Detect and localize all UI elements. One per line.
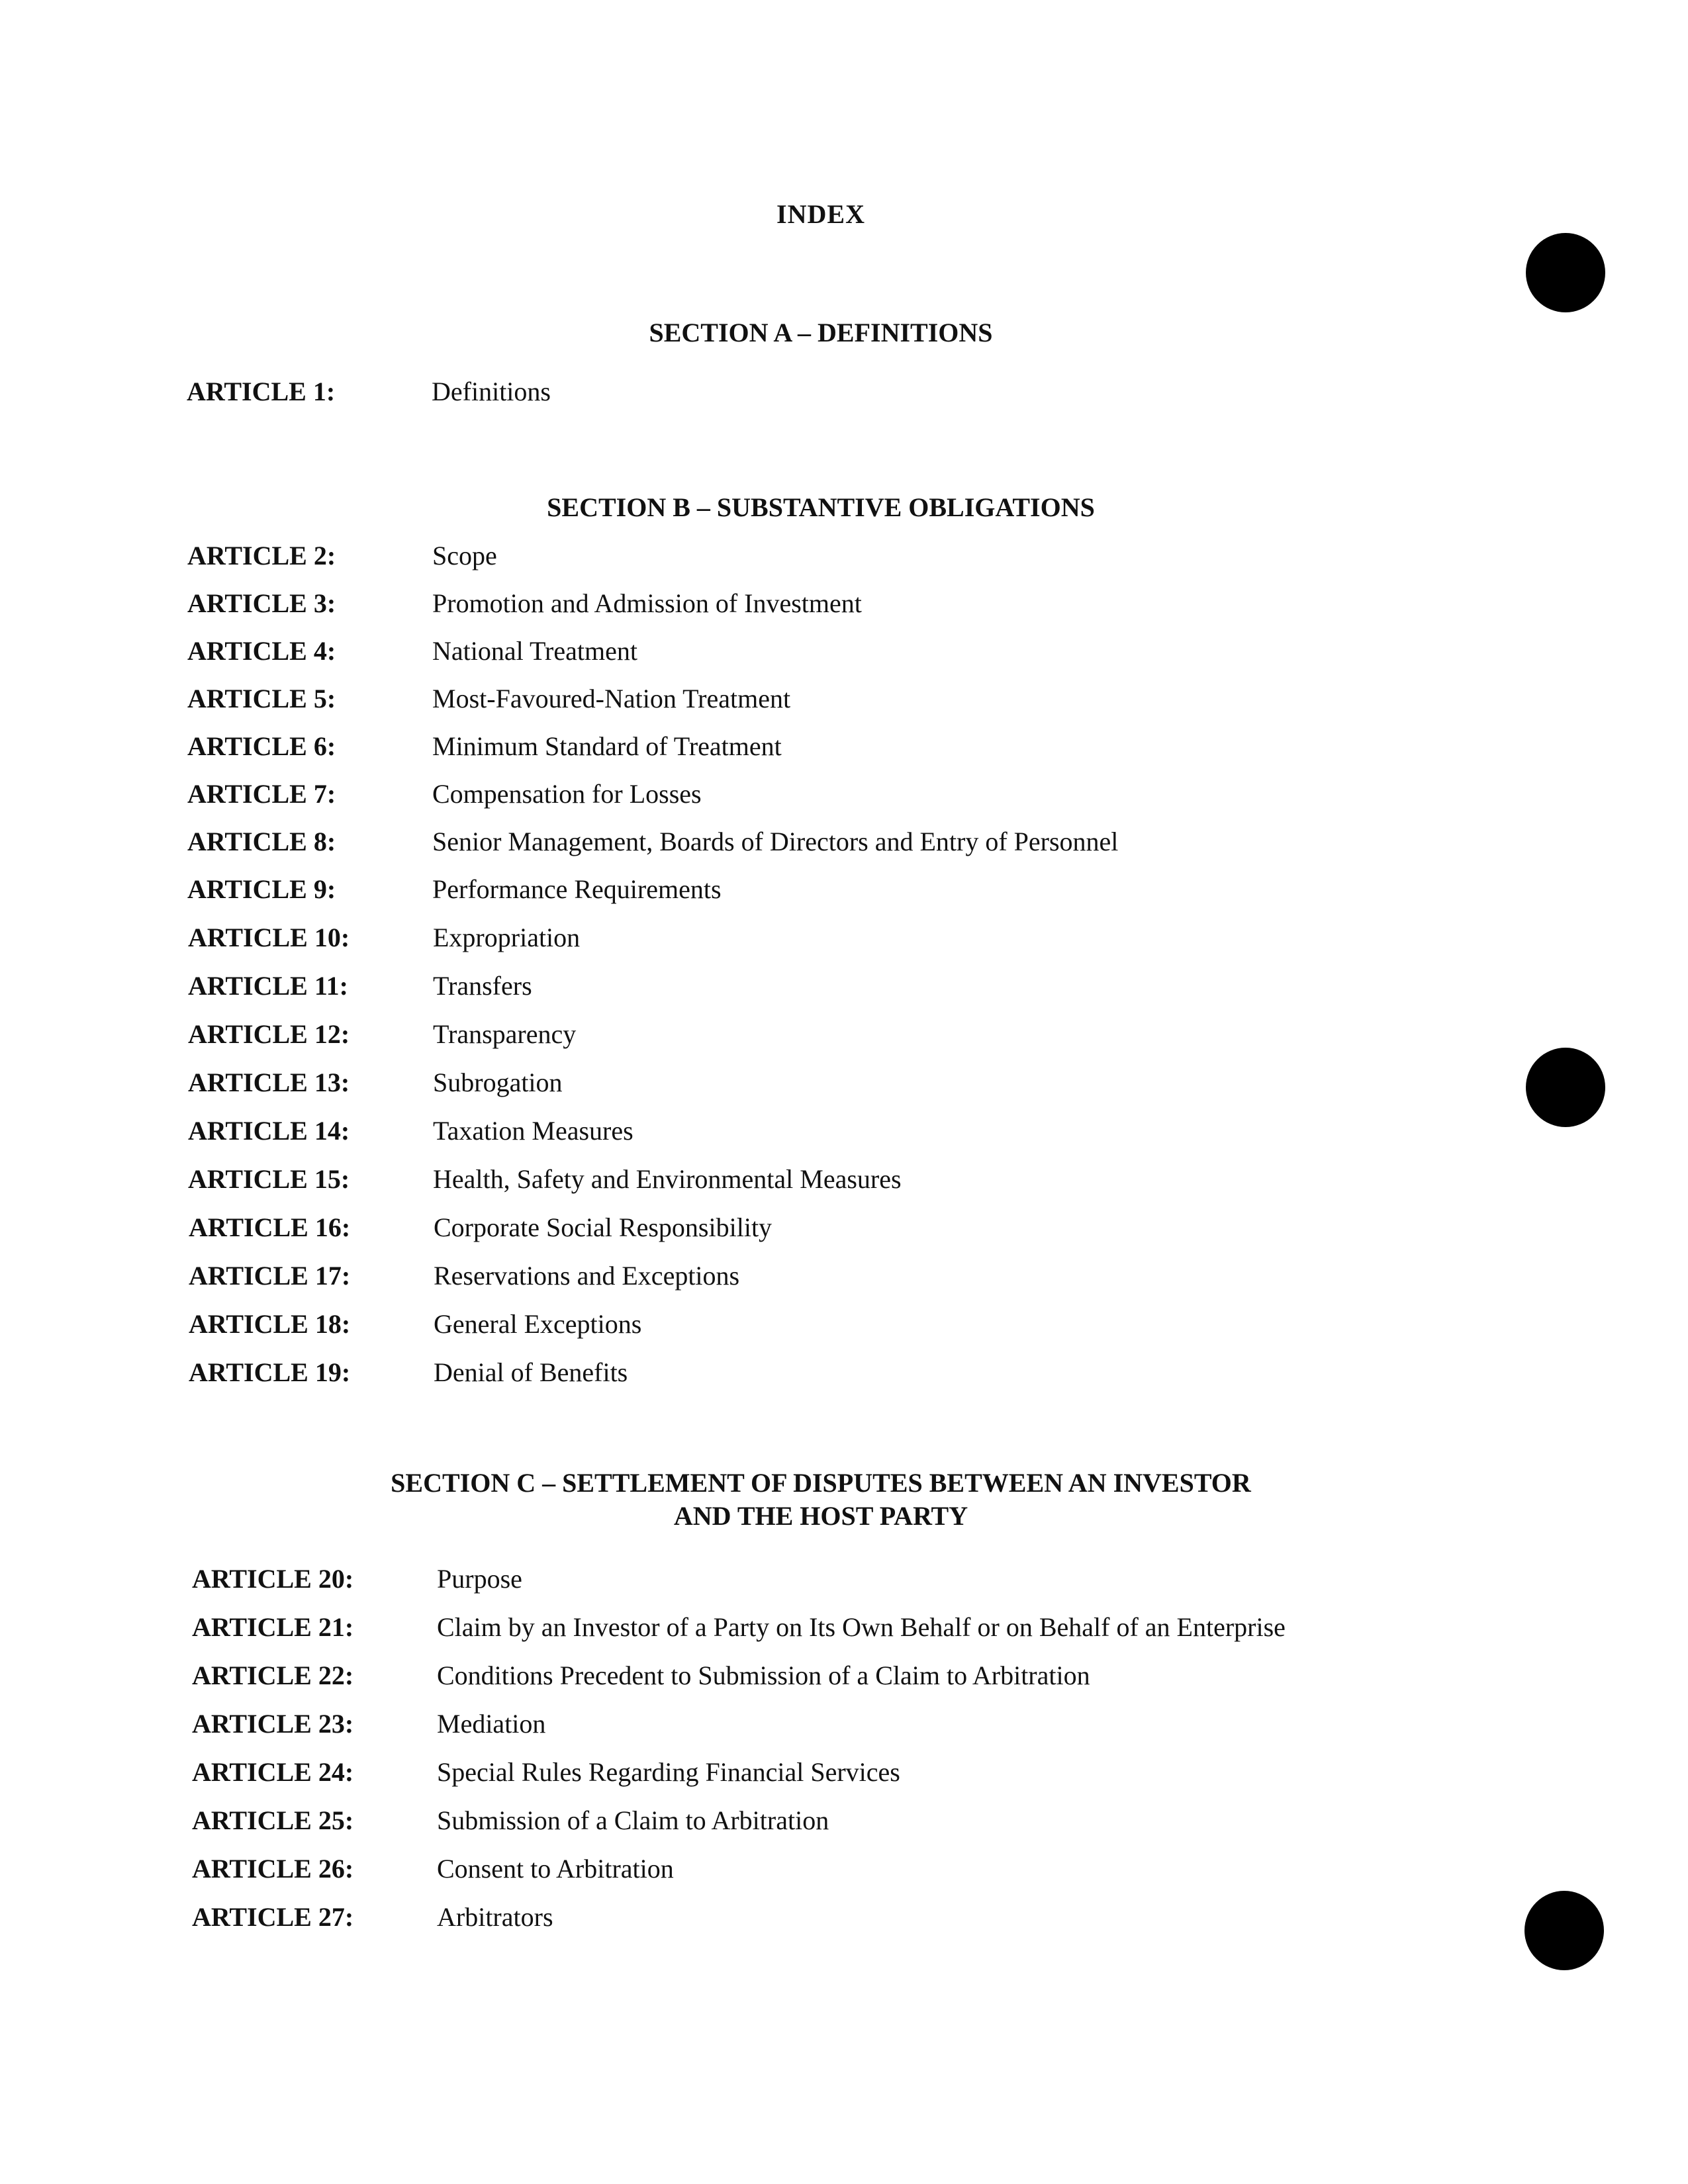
article-title: Arbitrators	[437, 1902, 553, 1932]
article-title: Mediation	[437, 1709, 546, 1739]
article-label: ARTICLE 19:	[189, 1357, 351, 1387]
article-title: Claim by an Investor of a Party on Its Own Behalf or on Behalf of an Enterprise	[437, 1612, 1286, 1642]
article-title: Most-Favoured-Nation Treatment	[432, 684, 791, 713]
article-label: ARTICLE 11:	[188, 971, 348, 1001]
section-a-heading	[0, 316, 1642, 349]
article-label: ARTICLE 22:	[192, 1661, 354, 1690]
section-c-heading	[0, 1467, 1642, 1533]
article-label: ARTICLE 5:	[187, 684, 336, 713]
article-label: ARTICLE 15:	[188, 1164, 350, 1194]
article-title: Special Rules Regarding Financial Services	[437, 1757, 900, 1787]
index-title: INDEX	[776, 199, 865, 229]
article-label: ARTICLE 1:	[187, 377, 336, 406]
article-title: Conditions Precedent to Submission of a Claim to Arbitration	[437, 1661, 1090, 1690]
article-title: Submission of a Claim to Arbitration	[437, 1805, 829, 1835]
article-label: ARTICLE 14:	[188, 1116, 350, 1146]
article-label: ARTICLE 27:	[192, 1902, 354, 1932]
section-b-heading	[0, 491, 1642, 524]
punch-hole-top	[1526, 233, 1605, 312]
article-label: ARTICLE 7:	[187, 779, 336, 809]
article-title: Consent to Arbitration	[437, 1854, 674, 1884]
article-label: ARTICLE 21:	[192, 1612, 354, 1642]
article-label: ARTICLE 6:	[187, 731, 336, 761]
article-title: Health, Safety and Environmental Measures	[433, 1164, 902, 1194]
article-label: ARTICLE 16:	[189, 1212, 351, 1242]
section-heading-line: SECTION B – SUBSTANTIVE OBLIGATIONS	[547, 492, 1095, 522]
article-title: Transfers	[433, 971, 532, 1001]
article-title: Definitions	[432, 377, 551, 406]
article-title: Subrogation	[433, 1068, 563, 1097]
section-heading-line: SECTION A – DEFINITIONS	[649, 318, 993, 347]
article-label: ARTICLE 2:	[187, 541, 336, 570]
punch-hole-bottom	[1524, 1891, 1604, 1970]
article-title: National Treatment	[432, 636, 637, 666]
article-title: Scope	[432, 541, 497, 570]
article-label: ARTICLE 9:	[187, 874, 336, 904]
section-heading-line: SECTION C – SETTLEMENT OF DISPUTES BETWEEN AN INVESTOR	[391, 1468, 1251, 1498]
article-label: ARTICLE 18:	[189, 1309, 351, 1339]
article-title: Senior Management, Boards of Directors and Entry of Personnel	[432, 827, 1119, 856]
article-title: Corporate Social Responsibility	[434, 1212, 773, 1242]
article-title: Taxation Measures	[433, 1116, 633, 1146]
article-label: ARTICLE 24:	[192, 1757, 354, 1787]
article-label: ARTICLE 26:	[192, 1854, 354, 1884]
article-label: ARTICLE 17:	[189, 1261, 351, 1291]
section-heading-line: AND THE HOST PARTY	[673, 1501, 968, 1531]
article-label: ARTICLE 4:	[187, 636, 336, 666]
article-label: ARTICLE 20:	[192, 1564, 354, 1594]
article-title: General Exceptions	[434, 1309, 642, 1339]
article-label: ARTICLE 12:	[188, 1019, 350, 1049]
article-title: Promotion and Admission of Investment	[432, 588, 862, 618]
article-title: Minimum Standard of Treatment	[432, 731, 782, 761]
article-title: Performance Requirements	[432, 874, 722, 904]
article-title: Expropriation	[433, 923, 581, 952]
article-label: ARTICLE 13:	[188, 1068, 350, 1097]
article-label: ARTICLE 3:	[187, 588, 336, 618]
article-title: Compensation for Losses	[432, 779, 702, 809]
article-title: Purpose	[437, 1564, 522, 1594]
article-label: ARTICLE 25:	[192, 1805, 354, 1835]
article-title: Transparency	[433, 1019, 577, 1049]
punch-hole-middle	[1526, 1048, 1605, 1127]
article-label: ARTICLE 8:	[187, 827, 336, 856]
article-title: Reservations and Exceptions	[434, 1261, 740, 1291]
article-label: ARTICLE 10:	[188, 923, 350, 952]
article-title: Denial of Benefits	[434, 1357, 628, 1387]
article-label: ARTICLE 23:	[192, 1709, 354, 1739]
